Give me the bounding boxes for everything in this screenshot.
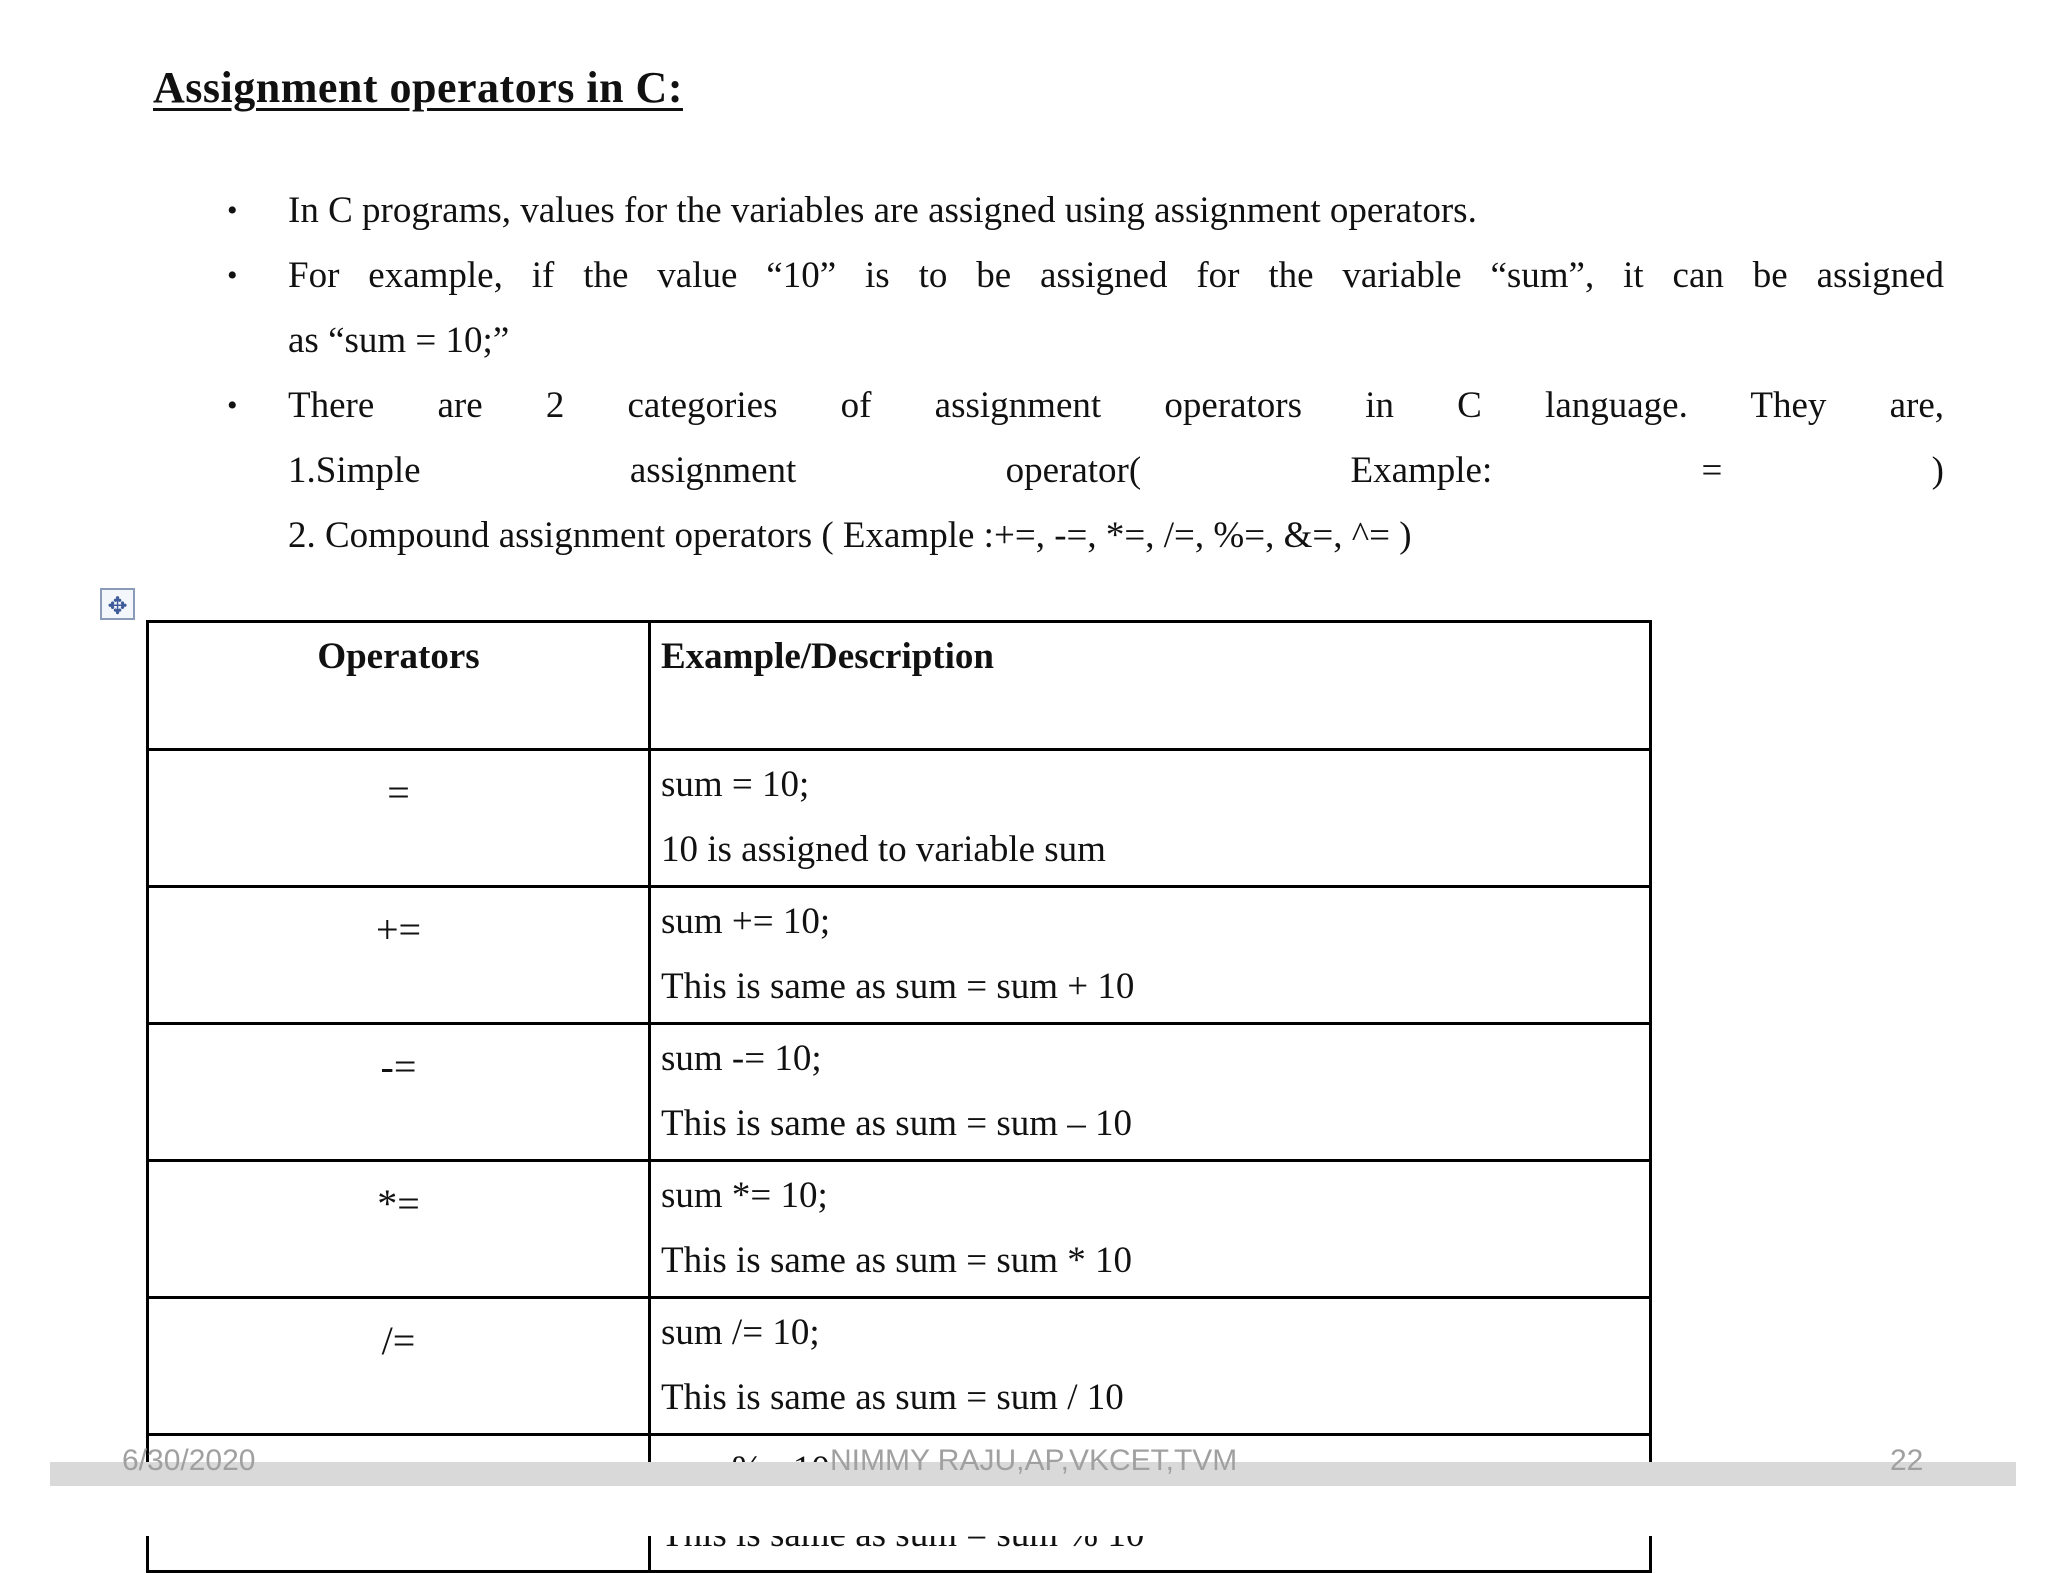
example-code: sum = 10;	[661, 764, 810, 805]
operator-cell: /=	[148, 1298, 650, 1435]
compound-assignment-line: 2. Compound assignment operators ( Example :+=, -=, *=, /=, %=, &=, ^= )	[288, 515, 1412, 556]
example-code: sum *= 10;	[661, 1175, 828, 1216]
footer-date: 6/30/2020	[122, 1444, 256, 1477]
simple-word: operator(	[1005, 450, 1142, 491]
example-description: This is same as sum = sum + 10	[661, 966, 1135, 1007]
table-row	[148, 1161, 1651, 1298]
footer-author: NIMMY RAJU,AP,VKCET,TVM	[830, 1444, 1238, 1477]
simple-assignment-line	[288, 438, 1944, 503]
table-row	[148, 1024, 1651, 1161]
bullet-text: For example, if the value “10” is to be assigned for the variable “sum”, it can be assigned	[288, 255, 1944, 296]
bullet-dot-icon: •	[227, 194, 238, 227]
page-title: Assignment operators in C:	[153, 63, 683, 112]
header-example-description: Example/Description	[650, 622, 1651, 750]
bullet-item	[222, 373, 1944, 568]
table-row	[148, 750, 1651, 887]
operator-cell: +=	[148, 887, 650, 1024]
operator-cell: -=	[148, 1024, 650, 1161]
table-header-row	[148, 622, 1651, 750]
bullet-text: There are 2 categories of assignment operators in C language. They are,	[288, 385, 1944, 426]
simple-word: Example:	[1350, 450, 1493, 491]
bullet-item	[222, 243, 1944, 373]
table-move-icon[interactable]: ✥	[100, 588, 135, 620]
operators-table	[146, 620, 1652, 1573]
bullet-list	[222, 178, 1944, 568]
bullet-dot-icon: •	[227, 259, 238, 292]
example-description: This is same as sum = sum * 10	[661, 1240, 1133, 1281]
operator-cell: *=	[148, 1161, 650, 1298]
example-description: This is same as sum = sum / 10	[661, 1377, 1124, 1418]
simple-word: =	[1701, 450, 1723, 491]
example-description: This is same as sum = sum – 10	[661, 1103, 1133, 1144]
bullet-dot-icon: •	[227, 389, 238, 422]
description-cell	[650, 750, 1651, 887]
simple-word: 1.Simple	[288, 450, 421, 491]
table-row	[148, 1298, 1651, 1435]
table-row	[148, 887, 1651, 1024]
simple-word: assignment	[629, 450, 797, 491]
example-code: sum += 10;	[661, 901, 831, 942]
bullet-text-continuation: as “sum = 10;”	[288, 320, 510, 361]
footer-page-number: 22	[1890, 1444, 1924, 1477]
description-cell	[650, 887, 1651, 1024]
example-description: 10 is assigned to variable sum	[661, 829, 1106, 870]
example-code: sum /= 10;	[661, 1312, 820, 1353]
example-code: sum -= 10;	[661, 1038, 822, 1079]
simple-word: )	[1931, 450, 1944, 491]
description-cell	[650, 1298, 1651, 1435]
header-operators: Operators	[148, 622, 650, 750]
description-cell	[650, 1024, 1651, 1161]
bullet-item	[222, 178, 1944, 243]
operator-cell: =	[148, 750, 650, 887]
bullet-text: In C programs, values for the variables are assigned using assignment operators.	[288, 190, 1477, 231]
description-cell	[650, 1161, 1651, 1298]
